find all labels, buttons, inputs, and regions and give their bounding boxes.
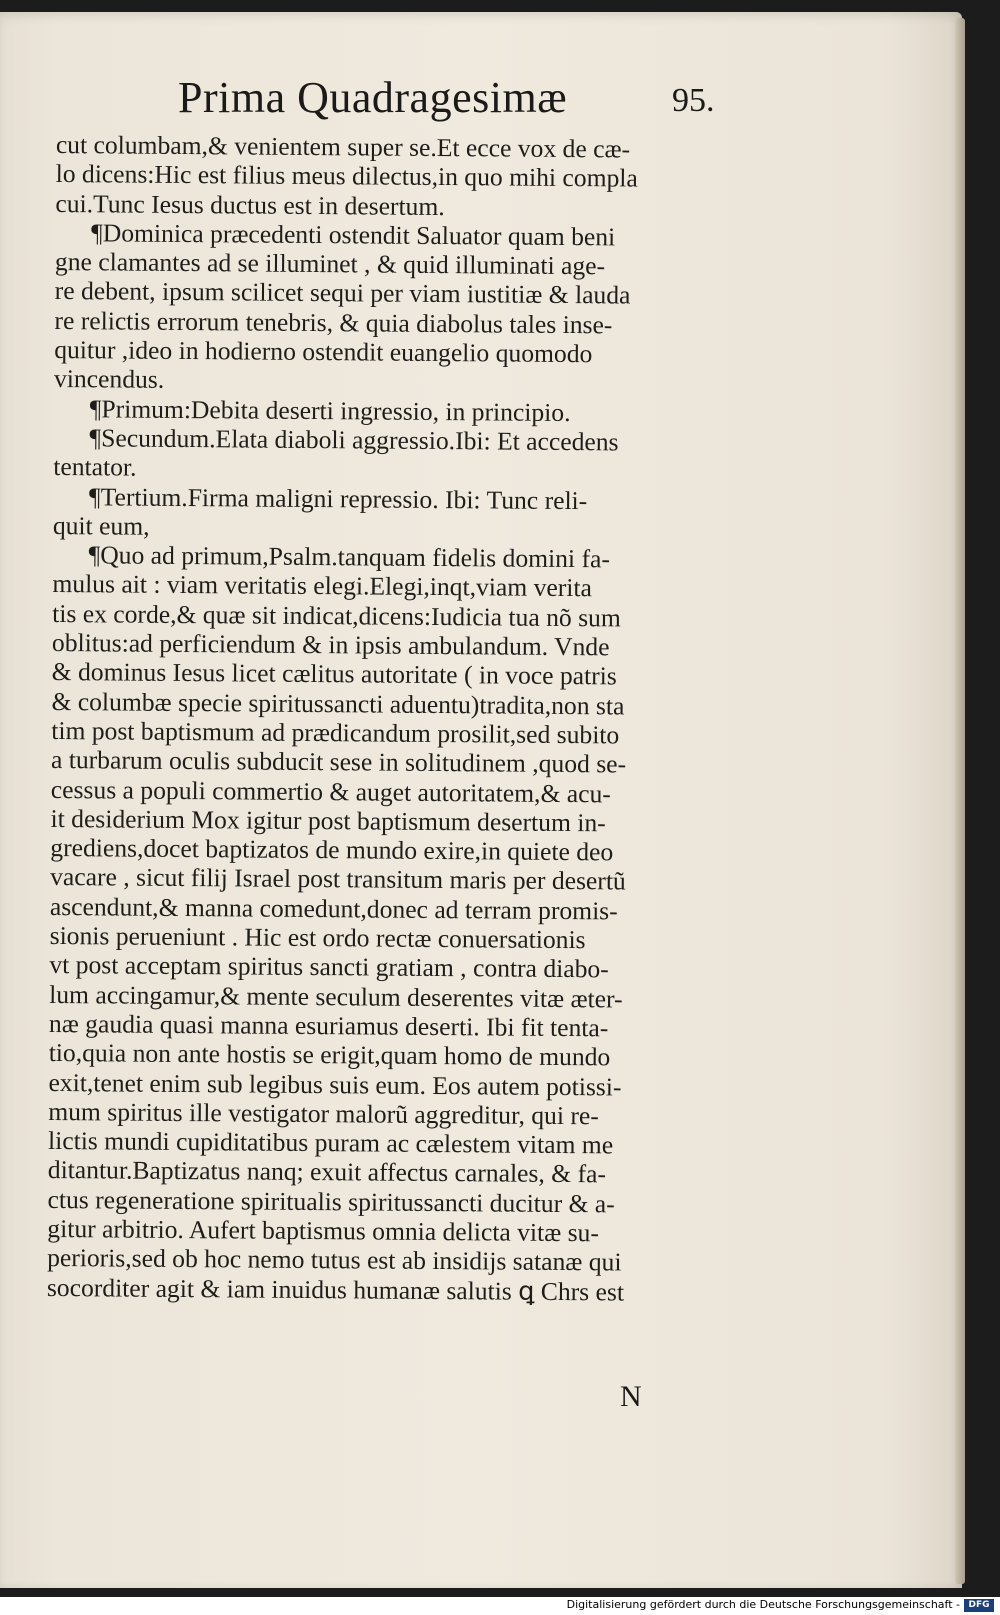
text-line: it desiderium Mox igitur post baptismum desertum in- <box>50 803 606 838</box>
text-line: vincendus. <box>53 364 165 395</box>
text-line: & dominus Iesus licet cælitus autoritate ( in voce patris <box>51 657 617 691</box>
text-line: ¶Tertium.Firma maligni repressio. Ibi: Tunc reli- <box>89 481 588 515</box>
text-line: ditantur.Baptizatus nanq; exuit affectus carnales, & fa- <box>47 1155 607 1189</box>
text-line: ¶Quo ad primum,Psalm.tanquam fidelis domini fa- <box>88 540 611 574</box>
text-line: mum spiritus ille vestigator malorũ aggreditur, qui re- <box>48 1096 599 1131</box>
text-line: quitur ,ideo in hodierno ostendit euangelio quomodo <box>54 335 593 369</box>
text-line: ¶Primum:Debita deserti ingressio, in principio. <box>89 393 571 427</box>
text-line: vacare , sicut filij Israel post transitum maris per desertũ <box>50 862 626 896</box>
text-line: cessus a populi commertio & auget autoritatem,& acu- <box>50 774 611 808</box>
text-line: perioris,sed ob hoc nemo tutus est ab insidijs satanæ qui <box>47 1243 622 1277</box>
text-line: tim post baptismum ad prædicandum prosilit,sed subito <box>51 715 620 750</box>
text-line: grediens,docet baptizatos de mundo exire,in quiete deo <box>50 833 614 867</box>
text-line: re debent, ipsum scilicet sequi per viam iustitiæ & lauda <box>54 276 631 311</box>
signature-mark: N <box>620 1380 642 1413</box>
text-line: gitur arbitrio. Aufert baptismus omnia delicta vitæ su- <box>47 1213 600 1248</box>
text-line: exit,tenet enim sub legibus suis eum. Eos autem potissi- <box>48 1067 622 1101</box>
text-line: ctus regeneratione spiritualis spiritussancti ducitur & a- <box>47 1184 615 1219</box>
text-line: a turbarum oculis subducit sese in solitudinem ,quod se- <box>50 745 627 779</box>
text-line: tio,quia non ante hostis se erigit,quam homo de mundo <box>48 1038 611 1072</box>
text-line: lictis mundi cupiditatibus puram ac cælestem vitam me <box>47 1126 614 1160</box>
text-line: quit eum, <box>52 510 150 541</box>
text-line: sionis perueniunt . Hic est ordo rectæ conuersationis <box>49 920 586 955</box>
text-line: oblitus:ad perficiendum & in ipsis ambulandum. Vnde <box>51 628 610 662</box>
footer-credit: Digitalisierung gefördert durch die Deutsche Forschungsgemeinschaft - <box>566 1598 960 1611</box>
text-line: lum accingamur,& mente seculum deserentes vitæ æter- <box>49 979 623 1014</box>
text-line: & columbæ specie spiritussancti aduentu)tradita,non sta <box>51 686 625 721</box>
text-line: gne clamantes ad se illuminet , & quid illuminati age- <box>54 247 606 281</box>
text-line: ascendunt,& manna comedunt,donec ad terram promis- <box>49 891 618 926</box>
page-number: 95. <box>672 82 715 119</box>
text-line: tentator. <box>53 452 137 482</box>
text-line: cui.Tunc Iesus ductus est in desertum. <box>55 188 445 221</box>
body-text <box>47 130 766 1307</box>
text-line: tis ex corde,& quæ sit indicat,dicens:Iudicia tua nõ sum <box>52 598 621 633</box>
text-line: re relictis errorum tenebris, & quia diabolus tales inse- <box>54 305 613 340</box>
text-line: vt post acceptam spiritus sancti gratiam , contra diabo- <box>49 950 609 984</box>
text-line: ¶Secundum.Elata diaboli aggressio.Ibi: Et accedens <box>89 423 619 457</box>
text-line: socorditer agit & iam inuidus humanæ salutis ꝗ Chrs est <box>46 1272 625 1307</box>
text-line: næ gaudia quasi manna esuriamus deserti. Ibi fit tenta- <box>48 1008 609 1043</box>
running-head: Prima Quadragesimæ <box>178 73 568 122</box>
text-line: mulus ait : viam veritatis elegi.Elegi,inqt,viam verita <box>52 569 593 603</box>
text-line: ¶Dominica præcedenti ostendit Saluator quam beni <box>91 218 616 252</box>
text-line: cut columbam,& venientem super se.Et ecce vox de cæ- <box>55 130 631 164</box>
page-edge <box>955 18 965 1584</box>
text-line: lo dicens:Hic est filius meus dilectus,in quo mihi compla <box>55 159 638 193</box>
dfg-logo: DFG <box>964 1599 994 1612</box>
